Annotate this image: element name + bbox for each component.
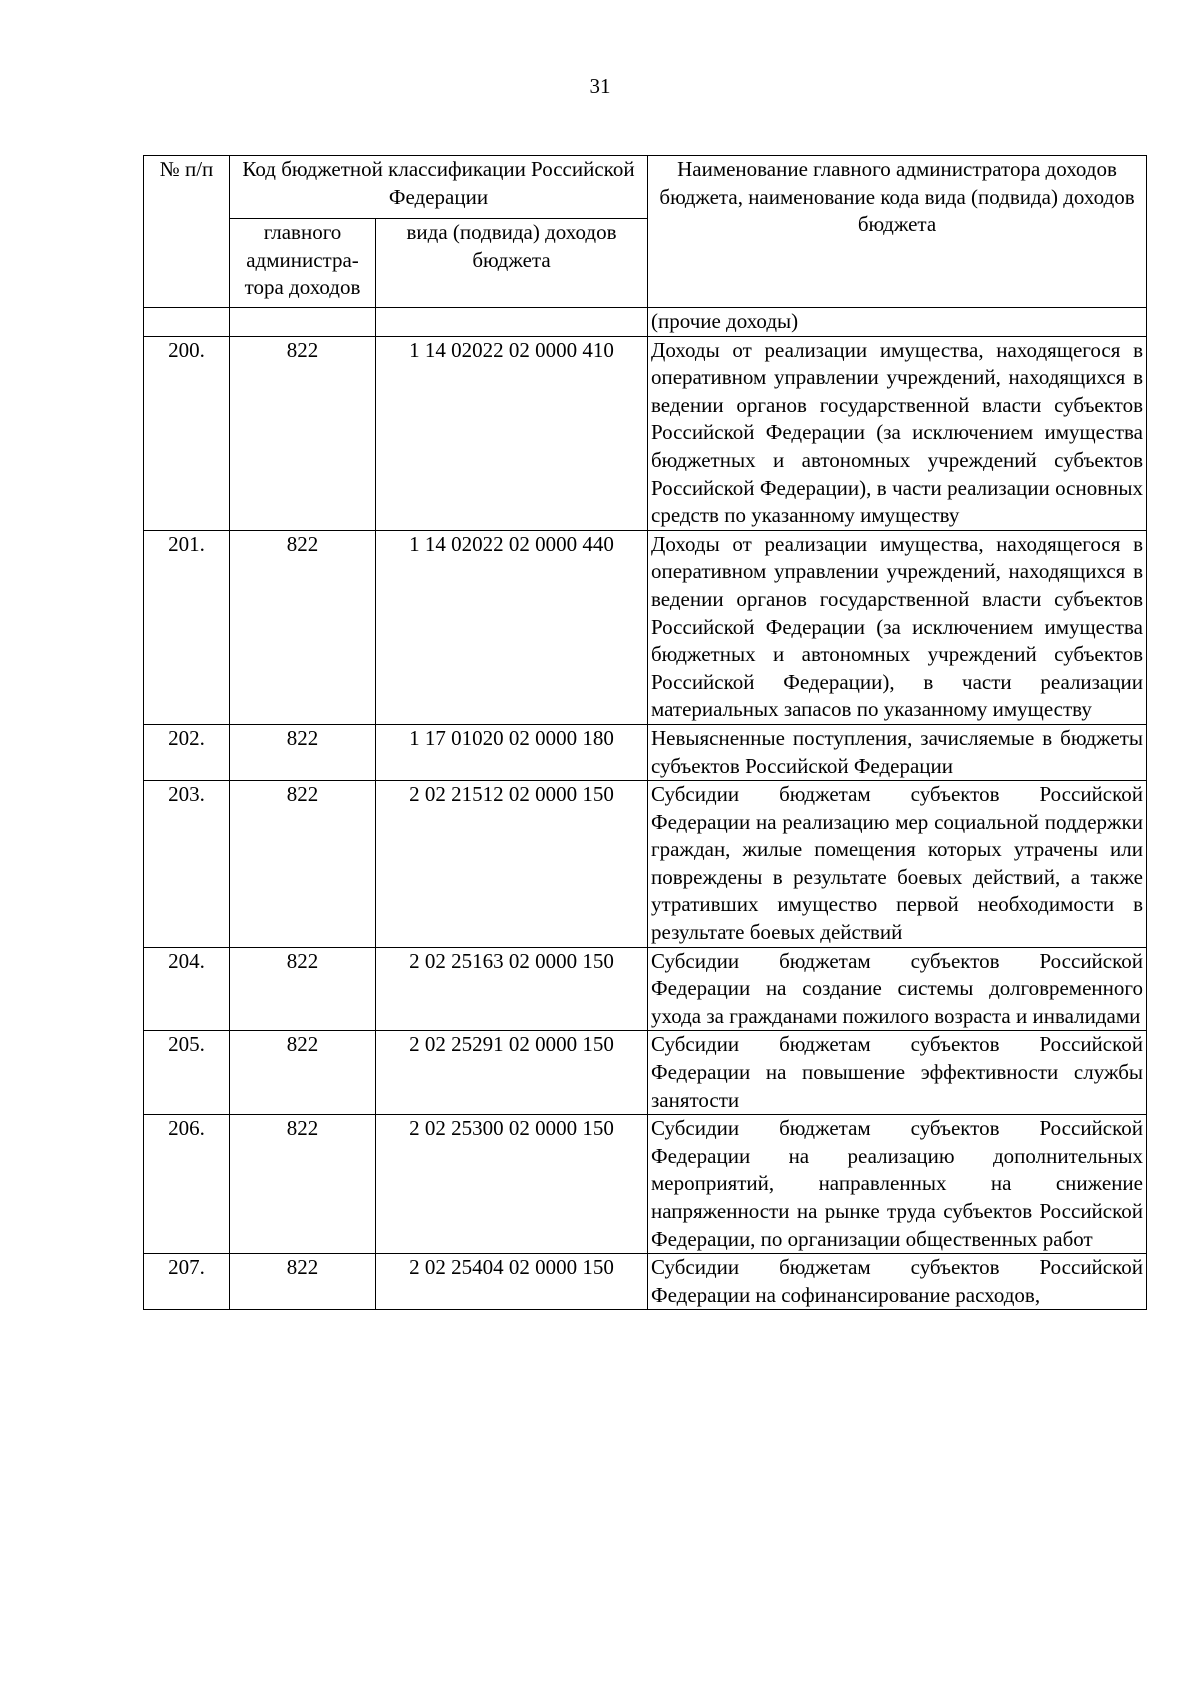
table-header: [144, 156, 1147, 308]
cell-income-code: 2 02 25163 02 0000 150: [376, 947, 648, 1031]
cell-admin-code: 822: [230, 1031, 376, 1115]
cell-admin-code: 822: [230, 781, 376, 948]
cell-description: Невыясненные поступления, зачисляемые в бюджеты субъектов Российской Федерации: [648, 724, 1147, 780]
cell-number: 201.: [144, 530, 230, 724]
cell-description: Субсидии бюджетам субъектов Российской Федерации на реализацию дополнительных мероприятий, направленных на снижение напряженности на рынке труда субъектов Российской Федерации, по организации общественных работ: [648, 1115, 1147, 1254]
cell-number: 204.: [144, 947, 230, 1031]
cell-number: 206.: [144, 1115, 230, 1254]
continuation-text: (прочие доходы): [648, 308, 1147, 337]
header-code-group: Код бюджетной классификации Российской Федерации: [230, 156, 648, 219]
cell-number: 200.: [144, 336, 230, 530]
cell-income-code: 1 17 01020 02 0000 180: [376, 724, 648, 780]
cell-empty: [144, 308, 230, 337]
table-row: [144, 781, 1147, 948]
cell-admin-code: 822: [230, 336, 376, 530]
table-row: [144, 336, 1147, 530]
table-row: [144, 947, 1147, 1031]
cell-admin-code: 822: [230, 947, 376, 1031]
cell-description: Субсидии бюджетам субъектов Российской Федерации на создание системы долговременного ухода за гражданами пожилого возраста и инвалидами: [648, 947, 1147, 1031]
cell-description: Доходы от реализации имущества, находящегося в оперативном управлении учреждений, находящихся в ведении органов государственной власти субъектов Российской Федерации (за исключением имущества бюджетных и автономных учреждений субъектов Российской Федерации), в части реализации материальных запасов по указанному имуществу: [648, 530, 1147, 724]
page-number: 31: [589, 74, 611, 98]
budget-classification-table: [143, 155, 1147, 1310]
cell-admin-code: 822: [230, 724, 376, 780]
cell-number: 205.: [144, 1031, 230, 1115]
cell-description: Субсидии бюджетам субъектов Российской Федерации на повышение эффективности службы занятости: [648, 1031, 1147, 1115]
table-row: [144, 1031, 1147, 1115]
cell-description: Субсидии бюджетам субъектов Российской Федерации на реализацию мер социальной поддержки граждан, жилые помещения которых утрачены или повреждены в результате боевых действий, а также утративших имущество первой необходимости в результате боевых действий: [648, 781, 1147, 948]
header-type: вида (подвида) доходов бюджета: [376, 219, 648, 308]
cell-description: Субсидии бюджетам субъектов Российской Федерации на софинансирование расходов,: [648, 1254, 1147, 1310]
table-row: [144, 724, 1147, 780]
header-num: № п/п: [144, 156, 230, 308]
header-row: [144, 156, 1147, 219]
cell-number: 202.: [144, 724, 230, 780]
cell-description: Доходы от реализации имущества, находящегося в оперативном управлении учреждений, находящихся в ведении органов государственной власти субъектов Российской Федерации (за исключением имущества бюджетных и автономных учреждений субъектов Российской Федерации), в части реализации основных средств по указанному имуществу: [648, 336, 1147, 530]
cell-admin-code: 822: [230, 1115, 376, 1254]
cell-admin-code: 822: [230, 530, 376, 724]
cell-empty: [230, 308, 376, 337]
cell-income-code: 2 02 21512 02 0000 150: [376, 781, 648, 948]
cell-number: 207.: [144, 1254, 230, 1310]
cell-income-code: 1 14 02022 02 0000 410: [376, 336, 648, 530]
cell-empty: [376, 308, 648, 337]
cell-income-code: 1 14 02022 02 0000 440: [376, 530, 648, 724]
cell-admin-code: 822: [230, 1254, 376, 1310]
table-row: [144, 1115, 1147, 1254]
table-row: [144, 1254, 1147, 1310]
cell-income-code: 2 02 25404 02 0000 150: [376, 1254, 648, 1310]
table-row: [144, 530, 1147, 724]
header-name: Наименование главного администратора доходов бюджета, наименование кода вида (подвида) доходов бюджета: [648, 156, 1147, 308]
cell-number: 203.: [144, 781, 230, 948]
table-body: [144, 308, 1147, 1310]
cell-income-code: 2 02 25291 02 0000 150: [376, 1031, 648, 1115]
cell-income-code: 2 02 25300 02 0000 150: [376, 1115, 648, 1254]
continuation-row: [144, 308, 1147, 337]
header-admin: главного администра-тора доходов: [230, 219, 376, 308]
